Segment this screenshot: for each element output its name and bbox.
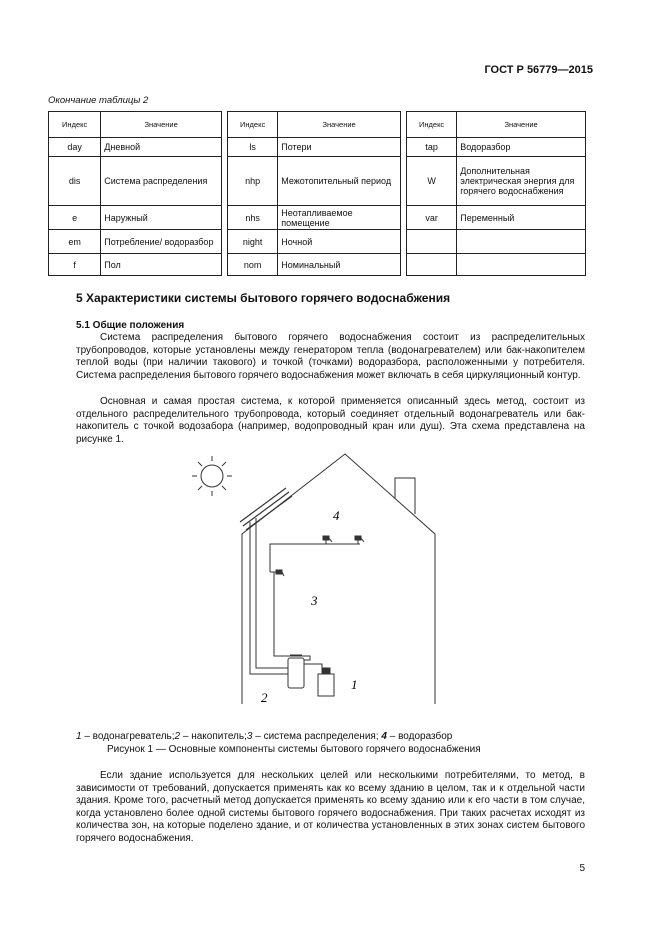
table-cell: Ночной: [278, 230, 401, 254]
solar-collector-icon: [240, 488, 292, 530]
table-cell: [457, 254, 586, 276]
table-cell: e: [49, 206, 101, 230]
table-cell: ls: [227, 138, 277, 157]
figure-legend: 1 – водонагреватель;2 – накопитель;3 – система распределения; 4 – водоразбор: [76, 731, 453, 742]
table-cell: f: [49, 254, 101, 276]
table-cell: Пол: [101, 254, 222, 276]
figure-caption: Рисунок 1 — Основные компоненты системы бытового горячего водоснабжения: [107, 744, 481, 755]
paragraph: Если здание используется для нескольких целей или несколькими потребителями, то метод, в зависимости от требований, допускается применять как ко всему зданию в целом, так и к отдельной части здания. Кроме того, расчетный метод допускается применять ко всему зданию или к его части в том случае, когда установлено более одной системы бытового горячего водоснабжения. При таких расчетах исходят из количества зон, на которые поделено здание, и от количества установленных в этих зонах систем бытового горячего водоснабжения.: [76, 770, 585, 844]
house-outline: [242, 454, 435, 704]
sun-icon: [192, 456, 232, 496]
table-row: [49, 138, 586, 157]
figure-label: 2: [261, 690, 268, 705]
figure-label: 3: [311, 593, 318, 608]
table-cell: Потери: [278, 138, 401, 157]
table-cell: night: [227, 230, 277, 254]
table-cell: var: [406, 206, 456, 230]
collector-pipes: [250, 518, 288, 674]
table-header-cell: Индекс: [227, 112, 277, 138]
table-cell: nhp: [227, 157, 277, 206]
table-header-cell: Значение: [457, 112, 586, 138]
hot-water-system-figure: [160, 452, 460, 722]
table-header-cell: Индекс: [49, 112, 101, 138]
index-table: [48, 111, 586, 276]
table-cell: em: [49, 230, 101, 254]
table-cell: Дневной: [101, 138, 222, 157]
table-header-row: [49, 112, 586, 138]
table-row: [49, 254, 586, 276]
section-title: 5 Характеристики системы бытового горячего водоснабжения: [76, 291, 451, 305]
table-header-cell: Индекс: [406, 112, 456, 138]
table-cell: nom: [227, 254, 277, 276]
table-cell: nhs: [227, 206, 277, 230]
table-cell: [457, 230, 586, 254]
document-code: ГОСТ Р 56779—2015: [484, 64, 593, 76]
table-cell: dis: [49, 157, 101, 206]
storage-tank-icon: [288, 655, 304, 688]
table-cell: [406, 254, 456, 276]
figure-label: 4: [333, 508, 340, 523]
tap-icon: [323, 536, 332, 542]
subsection-title: 5.1 Общие положения: [76, 320, 185, 331]
table-cell: Переменный: [457, 206, 586, 230]
paragraph: Система распределения бытового горячего водоснабжения состоит из распределительных трубопроводов, которые установлены между генератором тепла (водонагревателем) или бак-накопителем теплой воды (при наличии такового) и точкой (точками) водоразбора, расположенными у потребителя. Система распределения бытового горячего водоснабжения может включать в себя циркуляционный контур.: [76, 332, 585, 381]
table-row: [49, 230, 586, 254]
table-caption: Окончание таблицы 2: [48, 95, 149, 106]
table-row: [49, 206, 586, 230]
figure-label: 1: [351, 677, 358, 692]
table-cell: Система распределения: [101, 157, 222, 206]
table-row: [49, 157, 586, 206]
table-cell: Межотопительный период: [278, 157, 401, 206]
paragraph: Основная и самая простая система, к которой применяется описанный здесь метод, состоит из отдельного распределительного трубопровода, который соединяет отдельный водонагреватель или бак-накопитель с точкой водозабора (например, водопроводный кран или душ). Эта схема представлена на рисунке 1.: [76, 396, 585, 445]
table-cell: Номинальный: [278, 254, 401, 276]
table-header-cell: Значение: [101, 112, 222, 138]
table-cell: Дополнительная электрическая энергия для горячего водоснабжения: [457, 157, 586, 206]
table-cell: [406, 230, 456, 254]
table-cell: tap: [406, 138, 456, 157]
table-header-cell: Значение: [278, 112, 401, 138]
table-cell: W: [406, 157, 456, 206]
table-cell: Потребление/ водоразбор: [101, 230, 222, 254]
table-cell: Наружный: [101, 206, 222, 230]
water-heater-icon: [304, 664, 334, 696]
tap-icon: [276, 570, 284, 576]
table-cell: Водоразбор: [457, 138, 586, 157]
tap-icon: [355, 536, 364, 542]
table-cell: Неотапливаемое помещение: [278, 206, 401, 230]
table-cell: day: [49, 138, 101, 157]
page-number: 5: [579, 863, 585, 874]
